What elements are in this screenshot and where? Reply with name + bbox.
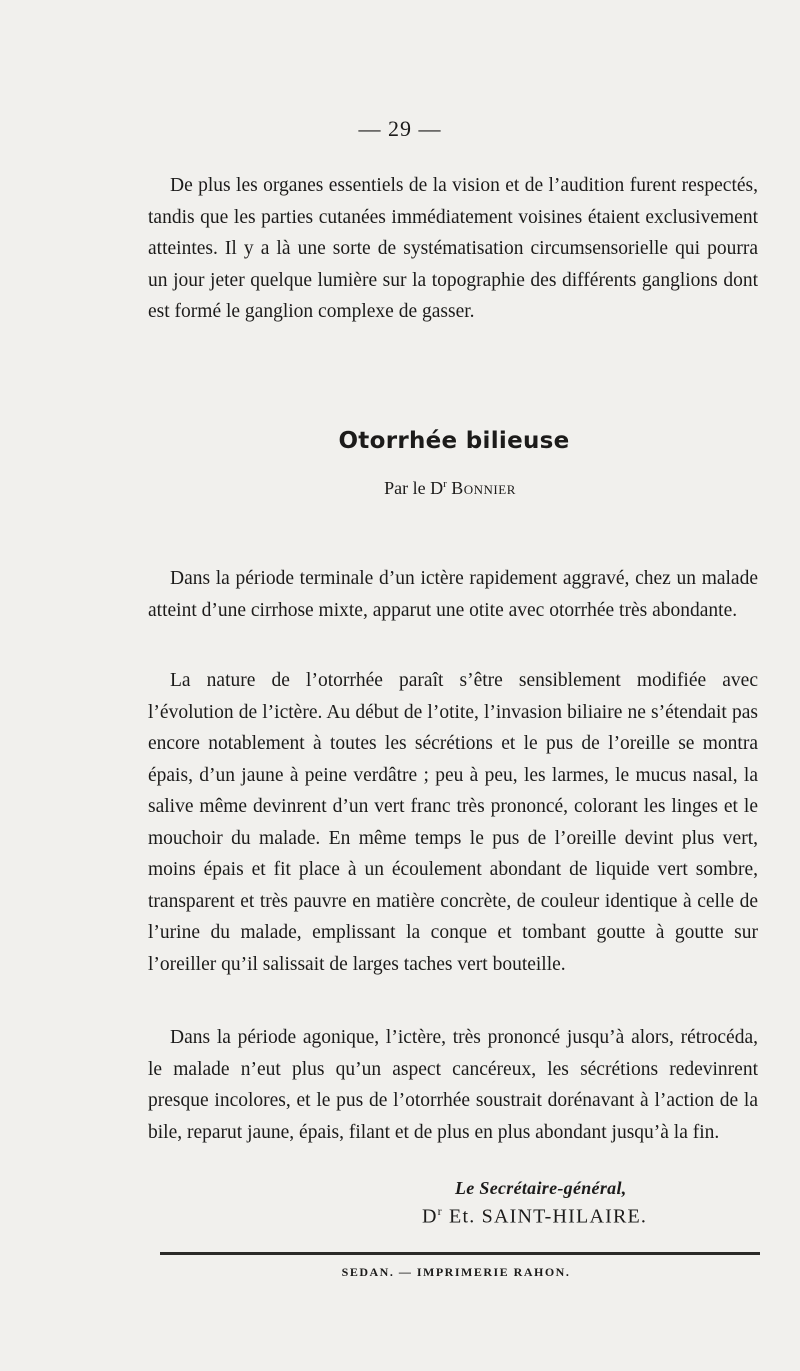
byline-author: Bonnier	[451, 478, 516, 498]
page-number: — 29 —	[358, 116, 442, 141]
signature-name-superscript: r	[437, 1204, 443, 1218]
article-byline	[0, 478, 800, 499]
signature-role: Le Secrétaire-général,	[455, 1178, 627, 1198]
byline-superscript: r	[443, 478, 447, 490]
signature-name	[422, 1204, 647, 1229]
article-paragraph-1: Dans la période terminale d’un ictère rapidement aggravé, chez un malade atteint d’une cirrhose mixte, apparut une otite avec otorrhée très abondante.	[148, 568, 758, 621]
printer-imprint: SEDAN. — IMPRIMERIE RAHON.	[341, 1265, 571, 1279]
intro-paragraph: De plus les organes essentiels de la vision et de l’audition furent respectés, tandis que les parties cutanées immédiatement voisines étaient exclusivement atteintes. Il y a là une sorte de systématisation circumsensorielle qui pourra un jour jeter quelque lumière sur la topographie des différents ganglions dont est formé le ganglion complexe de gasser.	[148, 175, 758, 322]
signature-name-rest: Et. SAINT-HILAIRE.	[442, 1205, 648, 1228]
byline-prefix: Par le D	[384, 478, 444, 498]
article-title: Otorrhée bilieuse	[338, 428, 570, 454]
footer-rule	[160, 1252, 760, 1255]
signature-name-prefix: D	[422, 1205, 438, 1228]
article-paragraph-2: La nature de l’otorrhée paraît s’être sensiblement modifiée avec l’évolution de l’ictère. Au début de l’otite, l’invasion biliaire ne s’étendait pas encore notablement à toutes les sécrétions et le pus de l’oreille se montra épais, d’un jaune à peine verdâtre ; peu à peu, les larmes, le mucus nasal, la salive même devinrent d’un vert franc très prononcé, colorant les linges et le mouchoir du malade. En même temps le pus de l’oreille devint plus vert, moins épais et fit place à un écoulement abondant de liquide vert sombre, transparent et très pauvre en matière concrète, de couleur identique à celle de l’urine du malade, emplissant la conque et tombant goutte à goutte sur l’oreiller qu’il salissait de larges taches vert bouteille.	[148, 670, 758, 975]
article-paragraph-3: Dans la période agonique, l’ictère, très prononcé jusqu’à alors, rétrocéda, le malade n’eut plus qu’un aspect cancéreux, les sécrétions redevinrent presque incolores, et le pus de l’otorrhée soustrait dorénavant à l’action de la bile, reparut jaune, épais, filant et de plus en plus abondant jusqu’à la fin.	[148, 1027, 758, 1143]
